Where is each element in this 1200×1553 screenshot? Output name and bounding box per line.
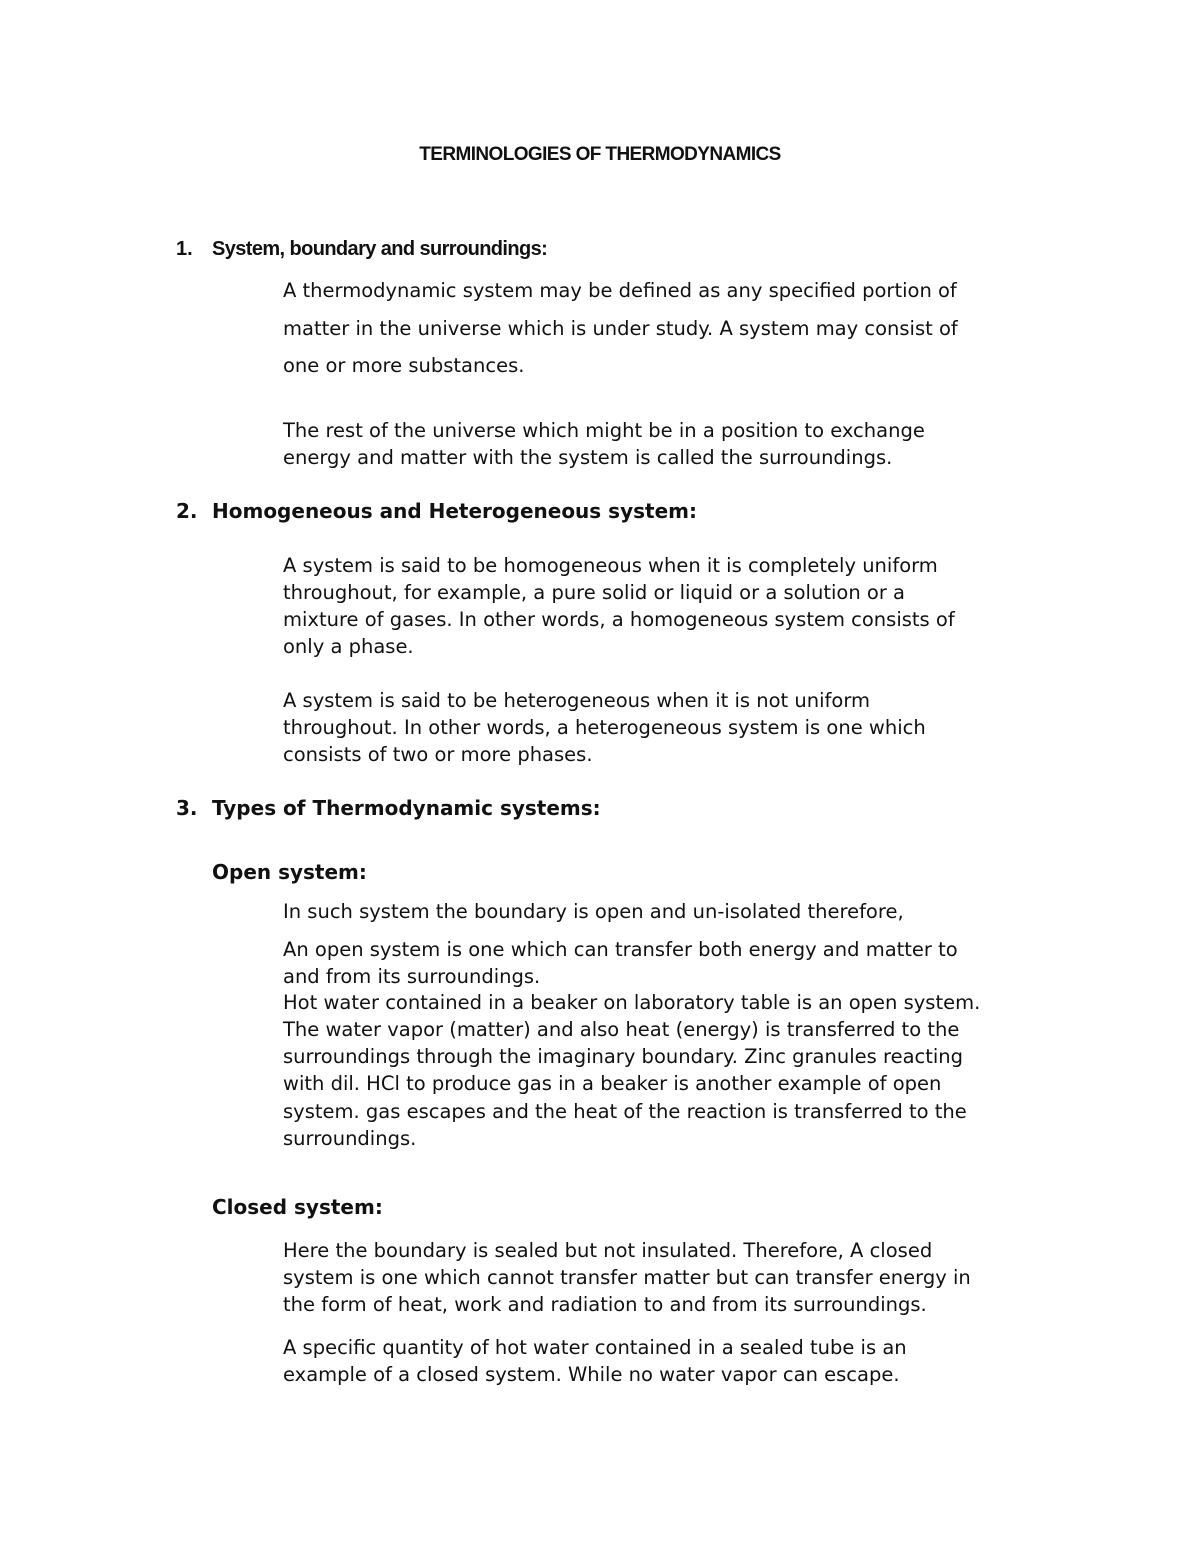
open-system-line: surroundings. — [283, 1127, 417, 1150]
open-system-line: In such system the boundary is open and un-isolated therefore, — [283, 900, 904, 923]
document-title: TERMINOLOGIES OF THERMODYNAMICS — [419, 144, 781, 165]
open-system-line: system. gas escapes and the heat of the reaction is transferred to the — [283, 1100, 967, 1123]
section-2-paragraph-line: throughout. In other words, a heterogeneous system is one which — [283, 716, 926, 739]
closed-system-heading: Closed system: — [212, 1195, 383, 1219]
open-system-line: Hot water contained in a beaker on laboratory table is an open system. — [283, 991, 981, 1014]
section-2-paragraph-line: A system is said to be heterogeneous when it is not uniform — [283, 689, 870, 712]
closed-system-line: example of a closed system. While no water vapor can escape. — [283, 1363, 900, 1386]
closed-system-line: A specific quantity of hot water contained in a sealed tube is an — [283, 1336, 907, 1359]
section-2-paragraph-line: throughout, for example, a pure solid or liquid or a solution or a — [283, 581, 905, 604]
section-3-heading: Types of Thermodynamic systems: — [212, 796, 601, 820]
section-2-paragraph-line: only a phase. — [283, 635, 414, 658]
closed-system-line: Here the boundary is sealed but not insulated. Therefore, A closed — [283, 1239, 933, 1262]
section-1-number: 1. — [176, 238, 193, 260]
open-system-line: An open system is one which can transfer both energy and matter to — [283, 938, 958, 961]
section-1-heading: System, boundary and surroundings: — [212, 238, 548, 260]
section-1-paragraph-line: The rest of the universe which might be in a position to exchange — [283, 419, 925, 442]
section-2-paragraph-line: consists of two or more phases. — [283, 743, 593, 766]
section-1-paragraph-line: one or more substances. — [283, 354, 525, 377]
open-system-line: surroundings through the imaginary boundary. Zinc granules reacting — [283, 1045, 964, 1068]
section-2-number: 2. — [176, 499, 198, 523]
open-system-line: The water vapor (matter) and also heat (energy) is transferred to the — [283, 1018, 960, 1041]
section-2-paragraph-line: A system is said to be homogeneous when it is completely uniform — [283, 554, 938, 577]
open-system-line: with dil. HCl to produce gas in a beaker is another example of open — [283, 1072, 942, 1095]
closed-system-line: the form of heat, work and radiation to and from its surroundings. — [283, 1293, 927, 1316]
section-2-paragraph-line: mixture of gases. In other words, a homogeneous system consists of — [283, 608, 955, 631]
open-system-line: and from its surroundings. — [283, 965, 541, 988]
section-1-paragraph-line: A thermodynamic system may be defined as any specified portion of — [283, 279, 957, 302]
open-system-heading: Open system: — [212, 860, 367, 884]
section-1-paragraph-line: matter in the universe which is under study. A system may consist of — [283, 317, 958, 340]
closed-system-line: system is one which cannot transfer matter but can transfer energy in — [283, 1266, 971, 1289]
section-2-heading: Homogeneous and Heterogeneous system: — [212, 499, 697, 523]
section-1-paragraph-line: energy and matter with the system is called the surroundings. — [283, 446, 893, 469]
section-3-number: 3. — [176, 796, 198, 820]
